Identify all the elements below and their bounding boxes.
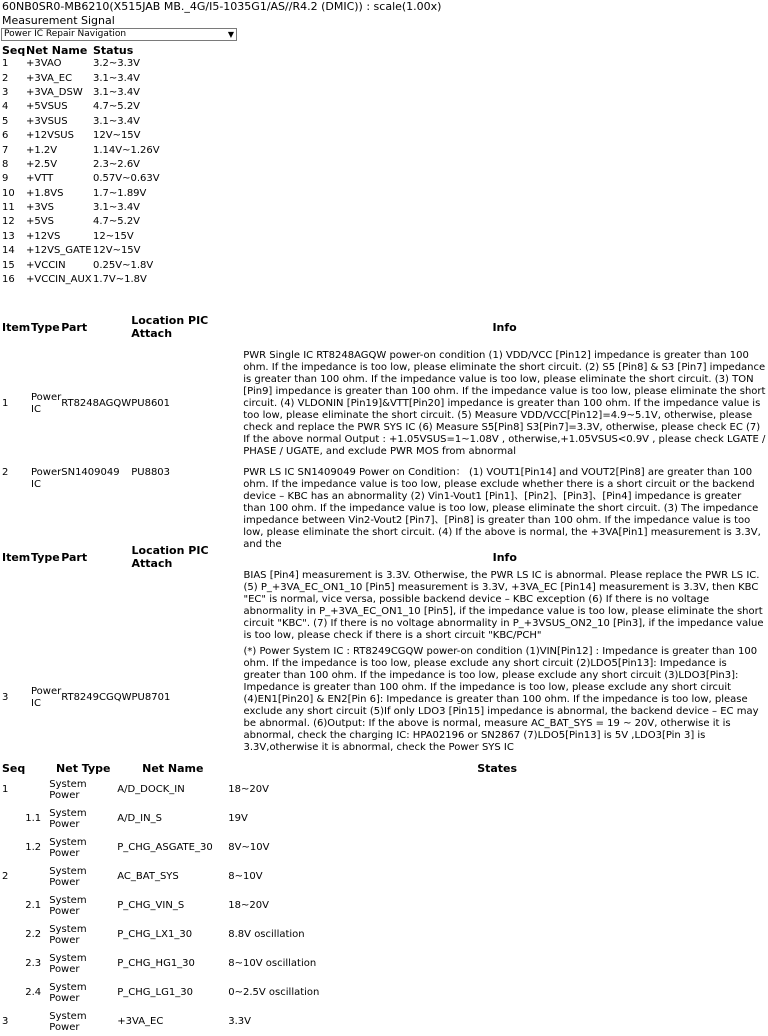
col-info: Info xyxy=(492,320,517,334)
table-row xyxy=(2,804,766,833)
net-name-cell: +3VA_DSW xyxy=(26,86,83,98)
net-name-cell: P_CHG_LX1_30 xyxy=(117,929,193,940)
net-type-cell: System Power xyxy=(49,923,87,946)
col-status: Status xyxy=(93,44,134,57)
status-cell: 3.1~3.4V xyxy=(93,115,141,127)
col-type: Type xyxy=(31,320,60,334)
sub-seq-cell xyxy=(25,862,49,891)
net-name-cell: A/D_IN_S xyxy=(117,813,162,824)
net-name-cell: +VCCIN xyxy=(26,259,66,271)
seq-cell: 11 xyxy=(2,202,15,214)
net-name-cell: P_CHG_LG1_30 xyxy=(117,987,193,998)
status-cell: 12V~15V xyxy=(93,130,141,142)
status-cell: 3.1~3.4V xyxy=(93,72,141,84)
net-name-cell: +3VAO xyxy=(26,58,62,70)
board-title: 60NB0SR0-MB6210(X515JAB MB._4G/I5-1035G1/AS//R4.2 (DMIC)) : scale(1.00x) xyxy=(2,0,442,13)
status-cell: 3.2~3.3V xyxy=(93,58,141,70)
col-states: States xyxy=(477,762,518,775)
seq-cell: 7 xyxy=(2,144,9,156)
net-type-cell: System Power xyxy=(49,836,87,859)
table-row xyxy=(2,172,173,186)
table-row xyxy=(2,57,173,71)
col-type: Type xyxy=(31,550,60,564)
net-type-cell: System Power xyxy=(49,778,87,801)
col-location-pic: Location PIC Attach xyxy=(131,314,209,340)
status-cell: 0.25V~1.8V xyxy=(93,259,154,271)
net-name-cell: +VTT xyxy=(26,173,54,185)
net-type-cell: System Power xyxy=(49,865,87,888)
measurement-signal-label: Measurement Signal xyxy=(2,14,115,27)
table-row xyxy=(2,891,766,920)
item-num: 2 xyxy=(2,467,9,478)
status-cell: 0.57V~0.63V xyxy=(93,173,160,185)
items-table-continued xyxy=(2,544,766,754)
col-info: Info xyxy=(492,550,517,564)
seq-cell: 3 xyxy=(2,86,9,98)
item-info: PWR Single IC RT8248AGQW power-on condition (1) VDD/VCC [Pin12] impedance is greater than 100 ohm. If the impedance is too low, please eliminate the short circuit. (2) S5 [Pin8] & S3 [Pin7] impedance is greater than 100 ohm. If the impedance value is too low, please eliminate the short circuit. (3) TON [Pin9] impedance is greater than 100 ohm. If the impedance value is too low, please eliminate the short circuit. (4) VLDONIN [Pin19]&VTT[Pin20] impedance is greater than 100 ohm. If the impedance value is too low, please eliminate the short circuit. (5) Measure VDD/VCC[Pin12]=4.9~5.1V, otherwise, please check and replace the PWR SYS IC (6) Measure S5[Pin8] S3[Pin7]=3.3V, otherwise, please check EC (7) If the above normal Output : +1.05VSUS=1~1.08V , otherwise,+1.05VSUS<0.9V , please check LGATE / PHASE / UGATE, and exclude PWR MOS from abnormal xyxy=(243,349,766,457)
seq-cell xyxy=(2,891,25,920)
item-info: PWR LS IC SN1409049 Power on Condition： (1) VOUT1[Pin14] and VOUT2[Pin8] are greater than 100 ohm. If the impedance value is too low, please exclude whether there is a short circuit or the backend device – KBC has an abnormality (2) Vin1-Vout1 [Pin1]、[Pin2]、[Pin3]、[Pin4] impedance is greater than 100 ohm. If the impedance value is too low, please eliminate the short circuit. (3) The impedance impedance between Vin2-Vout2 [Pin7]、[Pin8] is greater than 100 ohm. If the impedance value is too low, please eliminate the short circuit. (4) If the above is normal, the +3VA[Pin1] measurement is 3.3V, and the xyxy=(243,467,761,550)
net-name-cell: +3VA_EC xyxy=(26,72,73,84)
net-name-cell: +12VSUS xyxy=(26,130,74,142)
col-part: Part xyxy=(61,550,88,564)
col-net-name: Net Name xyxy=(142,762,204,775)
table-row xyxy=(2,143,173,157)
status-cell: 1.7V~1.8V xyxy=(93,274,147,286)
net-type-cell: System Power xyxy=(49,807,87,830)
seq-cell: 5 xyxy=(2,115,9,127)
table-row xyxy=(2,467,766,551)
seq-cell: 1 xyxy=(2,784,9,795)
status-cell: 3.1~3.4V xyxy=(93,86,141,98)
seq-cell: 3 xyxy=(2,1016,9,1027)
net-name-cell: +2.5V xyxy=(26,158,58,170)
col-item: Item xyxy=(2,550,31,564)
seq-cell: 4 xyxy=(2,101,9,113)
net-name-cell: P_CHG_VIN_S xyxy=(117,900,185,911)
net-name-cell: +1.8VS xyxy=(26,187,64,199)
status-cell: 3.1~3.4V xyxy=(93,202,141,214)
net-name-cell: +3VSUS xyxy=(26,115,68,127)
status-cell: 2.3~2.6V xyxy=(93,158,141,170)
table-row xyxy=(2,71,173,85)
seq-cell: 16 xyxy=(2,274,15,286)
col-location-pic: Location PIC Attach xyxy=(131,544,209,570)
item-type: Power IC xyxy=(31,686,62,709)
seq-cell xyxy=(2,949,25,978)
table-row xyxy=(2,86,173,100)
item-part: RT8249CGQW xyxy=(61,692,132,703)
status-cell: 12~15V xyxy=(93,230,134,242)
item-type: Power IC xyxy=(31,391,62,415)
state-cell: 19V xyxy=(228,813,248,824)
table-row xyxy=(2,201,173,215)
col-seq: Seq xyxy=(2,44,26,57)
state-cell: 8V~10V xyxy=(228,842,270,853)
net-name-cell: AC_BAT_SYS xyxy=(117,871,179,882)
table-row xyxy=(2,570,766,642)
table-row xyxy=(2,187,173,201)
seq-cell: 15 xyxy=(2,259,15,271)
net-name-cell: P_CHG_HG1_30 xyxy=(117,958,195,969)
sub-seq-cell xyxy=(25,1007,49,1036)
seq-cell: 13 xyxy=(2,230,15,242)
seq-cell: 9 xyxy=(2,173,9,185)
item-location: PU8701 xyxy=(131,692,171,703)
item-num: 3 xyxy=(2,692,9,703)
col-part: Part xyxy=(61,320,88,334)
status-cell: 4.7~5.2V xyxy=(93,216,141,228)
net-name-cell: +12VS_GATE xyxy=(26,245,92,257)
net-name-cell: +3VS xyxy=(26,202,54,214)
status-cell: 1.14V~1.26V xyxy=(93,144,160,156)
table-row xyxy=(2,158,173,172)
voltage-table xyxy=(2,44,173,287)
state-cell: 18~20V xyxy=(228,784,269,795)
net-name-cell: A/D_DOCK_IN xyxy=(117,784,185,795)
table-row xyxy=(2,642,766,754)
table-row xyxy=(2,244,173,258)
table-row xyxy=(2,100,173,114)
state-cell: 3.3V xyxy=(228,1016,252,1027)
col-item: Item xyxy=(2,320,31,334)
net-type-cell: System Power xyxy=(49,981,87,1004)
table-row xyxy=(2,833,766,862)
net-name-cell: +3VA_EC xyxy=(117,1016,164,1027)
table-row xyxy=(2,978,766,1007)
net-name-cell: P_CHG_ASGATE_30 xyxy=(117,842,213,853)
table-row xyxy=(2,1007,766,1036)
item-type: Power IC xyxy=(31,467,62,490)
table-row xyxy=(2,340,766,467)
sub-seq-cell: 2.4 xyxy=(25,987,42,998)
net-name-cell: +5VSUS xyxy=(26,101,68,113)
net-name-cell: +VCCIN_AUX xyxy=(26,274,92,286)
item-part: RT8248AGQW xyxy=(61,397,132,409)
item-info-continued: BIAS [Pin4] measurement is 3.3V. Otherwise, the PWR LS IC is abnormal. Please replace the PWR LS IC. (5) P_+3VA_EC_ON1_10 [Pin5] measurement is 3.3V, +3VA_EC [Pin14] measurement is 3.3V, then KBC "EC" is normal, vice versa, possible backend device – KBC exception (6) If there is no voltage abnormality in P_+3VA_EC_ON1_10 [Pin5], if the impedance value is too low, please eliminate the short circuit "KBC". (7) If there is no voltage abnormality in P_+3VSUS_ON2_10 [Pin3], if the impedance value is too low, please check if there is a short circuit "KBC/PCH" xyxy=(243,570,764,641)
net-name-cell: +5VS xyxy=(26,216,54,228)
item-location: PU8601 xyxy=(131,397,171,409)
table-row xyxy=(2,115,173,129)
state-cell: 8~10V xyxy=(228,871,263,882)
state-cell: 8.8V oscillation xyxy=(228,929,305,940)
net-name-cell: +1.2V xyxy=(26,144,58,156)
status-cell: 4.7~5.2V xyxy=(93,101,141,113)
net-type-cell: System Power xyxy=(49,894,87,917)
state-cell: 8~10V oscillation xyxy=(228,958,317,969)
seq-cell: 12 xyxy=(2,216,15,228)
table-row xyxy=(2,775,766,804)
table-row xyxy=(2,920,766,949)
table-row xyxy=(2,273,173,287)
seq-cell xyxy=(2,833,25,862)
seq-cell: 6 xyxy=(2,130,9,142)
seq-cell: 8 xyxy=(2,158,9,170)
sub-seq-cell: 1.2 xyxy=(25,842,42,853)
chevron-down-icon: ▼ xyxy=(227,30,234,39)
sub-seq-cell xyxy=(25,775,49,804)
sub-seq-cell: 2.2 xyxy=(25,929,42,940)
item-part: SN1409049 xyxy=(61,467,120,478)
state-cell: 0~2.5V oscillation xyxy=(228,987,320,998)
table-row xyxy=(2,215,173,229)
state-cell: 18~20V xyxy=(228,900,269,911)
states-table xyxy=(2,762,766,1036)
col-net-type: Net Type xyxy=(56,762,111,775)
net-type-cell: System Power xyxy=(49,1010,87,1033)
table-row xyxy=(2,230,173,244)
seq-cell: 2 xyxy=(2,871,9,882)
table-row xyxy=(2,258,173,272)
table-row xyxy=(2,949,766,978)
seq-cell xyxy=(2,804,25,833)
seq-cell: 14 xyxy=(2,245,15,257)
item-location: PU8803 xyxy=(131,467,171,478)
net-name-cell: +12VS xyxy=(26,230,61,242)
signal-select[interactable] xyxy=(1,28,237,41)
seq-cell xyxy=(2,978,25,1007)
seq-cell: 10 xyxy=(2,187,15,199)
signal-select-value: Power IC Repair Navigation xyxy=(4,29,127,39)
sub-seq-cell: 1.1 xyxy=(25,813,42,824)
sub-seq-cell: 2.3 xyxy=(25,958,42,969)
items-table xyxy=(2,314,766,551)
item-info: (*) Power System IC : RT8249CGQW power-on condition (1)VIN[Pin12] : Impedance is greater than 100 ohm. If the impedance is too low, please exclude any short circuit (2)LDO5[Pin13]: Impedance is greater than 100 ohm. If the impedance is too low, please exclude any short circuit (3)LDO3[Pin3]: Impedance is greater than 100 ohm. If the impedance is too low, please exclude any short circuit (4)EN1[Pin20] & EN2[Pin 6]: Impedance is greater than 100 ohm. If the impedance is too low, please exclude any short circuit (5)If only LDO3 [Pin15] impedance is abnormal, the backend device – EC may be abnormal. (6)Output: If the above is normal, measure AC_BAT_SYS = 19 ~ 20V, otherwise it is abnormal, check the charging IC: HPA02196 or SN2867 (7)LDO5[Pin13] is 5V ,LDO3[Pin 3] is 3.3V,otherwise it is abnormal, check the Power SYS IC xyxy=(243,646,759,753)
seq-cell xyxy=(2,920,25,949)
net-type-cell: System Power xyxy=(49,952,87,975)
seq-cell: 1 xyxy=(2,58,9,70)
item-num: 1 xyxy=(2,397,9,409)
col-net-name: Net Name xyxy=(26,44,88,57)
sub-seq-cell: 2.1 xyxy=(25,900,42,911)
status-cell: 1.7~1.89V xyxy=(93,187,147,199)
status-cell: 12V~15V xyxy=(93,245,141,257)
table-row xyxy=(2,862,766,891)
seq-cell: 2 xyxy=(2,72,9,84)
col-seq: Seq xyxy=(2,762,26,775)
table-row xyxy=(2,129,173,143)
